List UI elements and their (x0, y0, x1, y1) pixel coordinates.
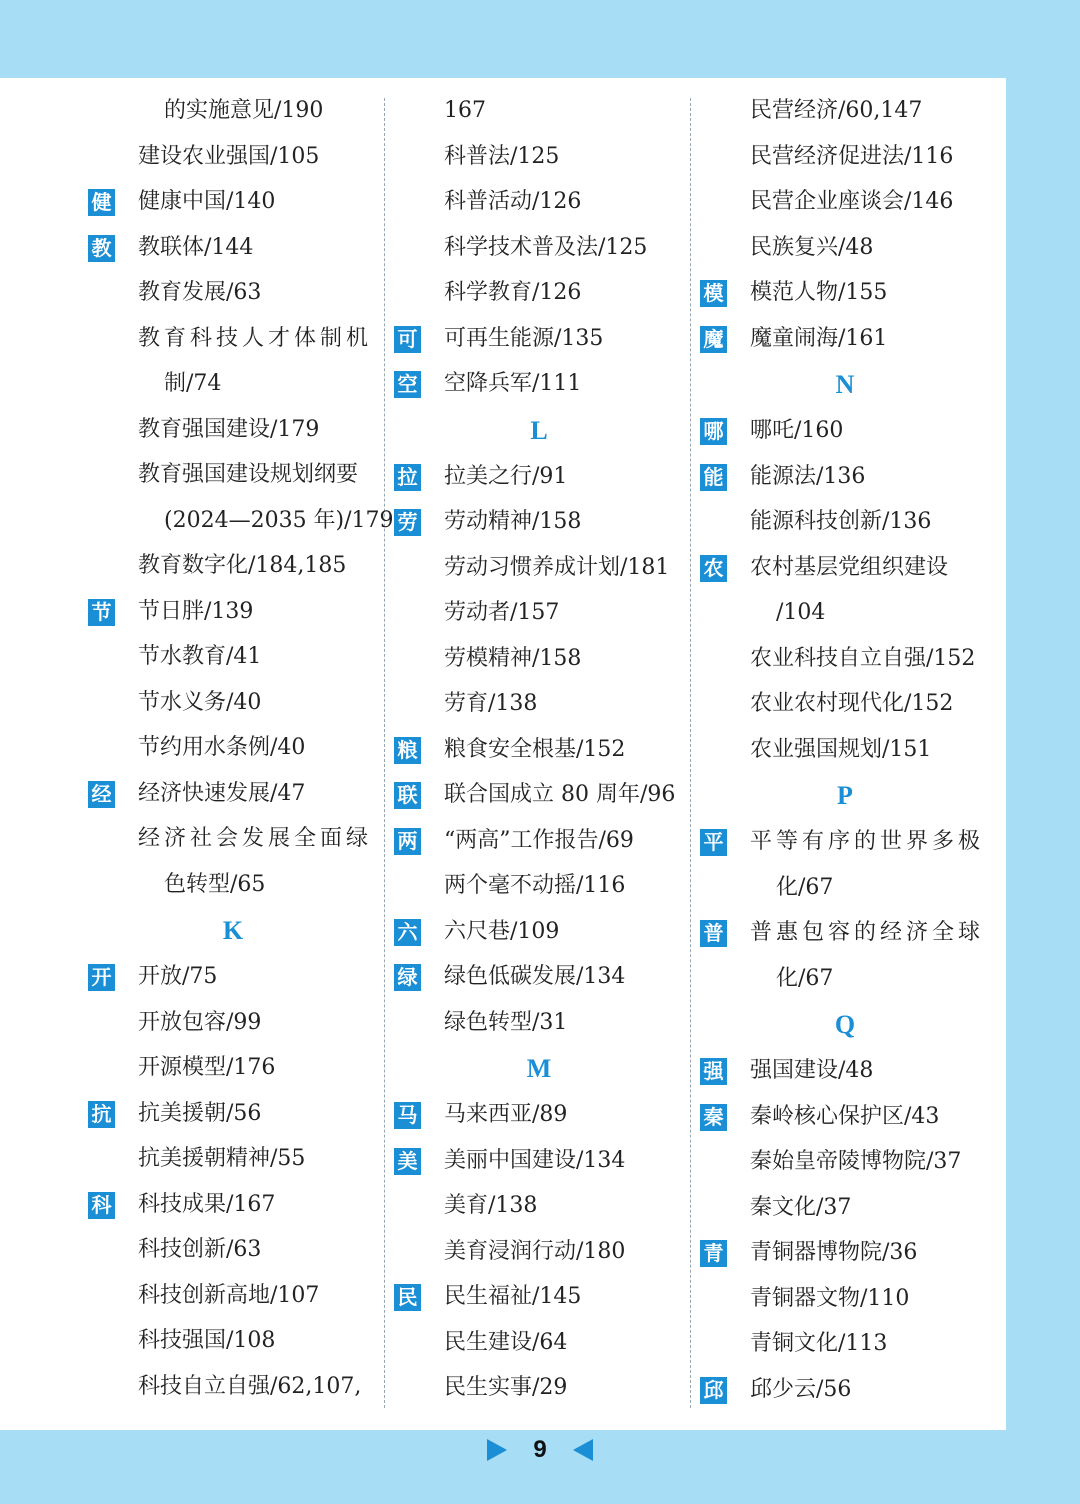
index-term: 普惠包容的经济全球 (750, 920, 985, 945)
index-entry-line (88, 407, 378, 453)
index-term: 科技强国/108 (138, 1328, 276, 1353)
initial-badge: 哪 (700, 418, 727, 445)
index-term: “两高”工作报告/69 (444, 827, 634, 853)
index-entry-line (88, 316, 378, 362)
index-term: 模范人物/155 (750, 280, 888, 305)
initial-badge: 能 (700, 464, 727, 491)
index-term: 劳动者/157 (444, 600, 560, 625)
index-column-3 (700, 88, 990, 1412)
initial-badge: 空 (394, 371, 421, 398)
index-entry (700, 1048, 990, 1094)
triangle-left-icon (573, 1439, 593, 1461)
index-term: 色转型/65 (164, 871, 266, 897)
index-entry-line (700, 1185, 990, 1231)
index-entry-line (88, 725, 378, 771)
initial-badge: 六 (394, 919, 421, 946)
index-term: 能源法/136 (750, 463, 866, 489)
index-term: 美育/138 (444, 1193, 538, 1218)
index-term: 美丽中国建设/134 (444, 1147, 626, 1173)
initial-badge: 联 (394, 782, 421, 809)
initial-badge: 民 (394, 1284, 421, 1311)
index-entry-line (394, 636, 684, 682)
index-entry-line (394, 1183, 684, 1229)
section-letter (700, 772, 990, 819)
index-entry (394, 1138, 684, 1184)
index-term: 民营经济促进法/116 (750, 143, 954, 169)
index-entry (394, 1092, 684, 1138)
index-term: 教育科技人才体制机 (138, 325, 373, 351)
index-entry-line (88, 862, 378, 908)
index-term: 拉美之行/91 (444, 463, 568, 489)
column-divider (690, 98, 691, 1408)
index-term: 开放包容/99 (138, 1009, 262, 1035)
index-entry (394, 1274, 684, 1320)
section-letter-label: P (837, 781, 853, 810)
index-term: 化/67 (776, 965, 834, 991)
index-entry-line (700, 1276, 990, 1322)
section-letter (700, 361, 990, 408)
index-entry-line (88, 361, 378, 407)
index-term: 强国建设/48 (750, 1058, 874, 1083)
index-term: 能源科技创新/136 (750, 509, 932, 534)
section-letter-label: M (526, 1054, 552, 1083)
index-column-1 (88, 88, 394, 1409)
initial-badge: 经 (88, 781, 115, 808)
index-entry-line (394, 225, 684, 271)
index-term: 民族复兴/48 (750, 234, 874, 260)
index-entry (394, 454, 684, 500)
initial-badge: 秦 (700, 1104, 727, 1131)
index-term: 科技成果/167 (138, 1191, 276, 1217)
index-entry-line (700, 88, 990, 134)
index-entry-line (700, 865, 990, 911)
index-term: 科技创新高地/107 (138, 1282, 320, 1308)
index-term: (2024—2035 年)/179 (164, 507, 394, 533)
index-entry (700, 545, 990, 591)
index-entry-line (700, 225, 990, 271)
index-term: 民营企业座谈会/146 (750, 189, 954, 214)
section-letter (88, 907, 378, 954)
index-entry (394, 909, 684, 955)
index-entry-line (394, 590, 684, 636)
index-entry-line (394, 179, 684, 225)
index-term: 六尺巷/109 (444, 918, 560, 944)
index-entry-line (88, 270, 378, 316)
index-term: 民生实事/29 (444, 1375, 568, 1400)
index-entry (700, 1230, 990, 1276)
index-term: 科普活动/126 (444, 189, 582, 214)
index-entry (394, 954, 684, 1000)
index-term: 哪吒/160 (750, 418, 844, 443)
initial-badge: 两 (394, 828, 421, 855)
index-term: 经济快速发展/47 (138, 780, 306, 806)
index-term: 民营经济/60,147 (750, 98, 923, 123)
index-term: 教育发展/63 (138, 280, 262, 305)
initial-badge: 邱 (700, 1377, 727, 1404)
index-entry (700, 1094, 990, 1140)
initial-badge: 拉 (394, 464, 421, 491)
index-term: 健康中国/140 (138, 189, 276, 214)
initial-badge: 可 (394, 326, 421, 353)
index-term: 劳动精神/158 (444, 509, 582, 534)
index-entry (394, 361, 684, 407)
initial-badge: 马 (394, 1102, 421, 1129)
index-entry-line (394, 1000, 684, 1046)
initial-badge: 劳 (394, 509, 421, 536)
index-term: 科技创新/63 (138, 1237, 262, 1262)
index-entry (394, 316, 684, 362)
index-term: 科普法/125 (444, 143, 560, 169)
index-column-2 (394, 88, 684, 1411)
index-term: 经济社会发展全面绿 (138, 826, 373, 851)
index-entry (88, 771, 378, 817)
index-term: 抗美援朝/56 (138, 1100, 262, 1126)
index-term: 农业强国规划/151 (750, 736, 932, 762)
index-entry-line (88, 1000, 378, 1046)
index-term: 魔童闹海/161 (750, 325, 888, 351)
index-entry-line (700, 134, 990, 180)
index-entry (88, 1182, 378, 1228)
index-entry-line (394, 1365, 684, 1411)
index-entry (88, 589, 378, 635)
index-term: 青铜器文物/110 (750, 1285, 910, 1311)
initial-badge: 农 (700, 555, 727, 582)
initial-badge: 抗 (88, 1101, 115, 1128)
index-entry-line (394, 545, 684, 591)
initial-badge: 绿 (394, 964, 421, 991)
index-entry (88, 1091, 378, 1137)
index-entry (700, 819, 990, 865)
index-term: 的实施意见/190 (164, 98, 324, 123)
index-entry-line (394, 863, 684, 909)
index-term: 科学技术普及法/125 (444, 234, 648, 260)
initial-badge: 开 (88, 964, 115, 991)
index-term: 秦岭核心保护区/43 (750, 1103, 940, 1129)
initial-badge: 强 (700, 1058, 727, 1085)
index-term: 民生建设/64 (444, 1329, 568, 1355)
index-term: 两个毫不动摇/116 (444, 873, 626, 898)
index-entry-line (700, 956, 990, 1002)
index-term: 节水教育/41 (138, 644, 262, 669)
index-entry-line (700, 590, 990, 636)
index-entry-line (88, 1273, 378, 1319)
index-entry (88, 954, 378, 1000)
index-term: 秦始皇帝陵博物院/37 (750, 1149, 962, 1174)
index-entry (700, 408, 990, 454)
index-term: 绿色转型/31 (444, 1009, 568, 1035)
index-term: 民生福祉/145 (444, 1284, 582, 1309)
index-term: 青铜器博物院/36 (750, 1240, 918, 1265)
index-entry-line (700, 1321, 990, 1367)
column-divider (384, 98, 385, 1408)
index-term: 平等有序的世界多极 (750, 829, 985, 854)
index-term: 劳动习惯养成计划/181 (444, 554, 670, 580)
index-entry (394, 499, 684, 545)
index-term: 节约用水条例/40 (138, 735, 306, 760)
index-entry-line (394, 88, 684, 134)
index-term: 农业农村现代化/152 (750, 691, 954, 716)
index-term: 科学教育/126 (444, 280, 582, 305)
index-entry-line (394, 270, 684, 316)
index-entry-line (88, 134, 378, 180)
index-term: 马来西亚/89 (444, 1102, 568, 1127)
section-letter (700, 1001, 990, 1048)
index-term: 抗美援朝精神/55 (138, 1146, 306, 1171)
index-entry-line (394, 1320, 684, 1366)
index-term: 青铜文化/113 (750, 1331, 888, 1356)
index-entry-line (88, 543, 378, 589)
index-term: 劳育/138 (444, 691, 538, 716)
index-term: 秦文化/37 (750, 1194, 852, 1220)
index-entry-line (88, 1045, 378, 1091)
index-entry (700, 1367, 990, 1413)
initial-badge: 科 (88, 1192, 115, 1219)
index-entry-line (394, 134, 684, 180)
index-term: 粮食安全根基/152 (444, 736, 626, 762)
index-term: 开源模型/176 (138, 1055, 276, 1080)
index-term: 节水义务/40 (138, 689, 262, 715)
index-entry (700, 910, 990, 956)
index-entry (88, 225, 378, 271)
section-letter-label: N (835, 370, 855, 399)
initial-badge: 教 (88, 235, 115, 262)
index-term: 绿色低碳发展/134 (444, 964, 626, 989)
index-entry (394, 727, 684, 773)
index-entry-line (394, 681, 684, 727)
index-term: 农业科技自立自强/152 (750, 645, 976, 671)
index-entry-line (88, 816, 378, 862)
index-term: 劳模精神/158 (444, 645, 582, 671)
index-entry (700, 316, 990, 362)
index-entry-line (394, 1229, 684, 1275)
initial-badge: 健 (88, 189, 115, 216)
section-letter (394, 1045, 684, 1092)
index-entry-line (88, 1136, 378, 1182)
index-term: 制/74 (164, 371, 222, 396)
initial-badge: 粮 (394, 737, 421, 764)
section-letter-label: L (530, 415, 548, 445)
index-term: 美育浸润行动/180 (444, 1238, 626, 1264)
section-letter (394, 407, 684, 454)
initial-badge: 节 (88, 599, 115, 626)
index-entry (394, 818, 684, 864)
index-entry-line (88, 680, 378, 726)
initial-badge: 青 (700, 1240, 727, 1267)
initial-badge: 模 (700, 280, 727, 307)
index-entry (700, 454, 990, 500)
index-term: /104 (776, 600, 826, 625)
index-entry-line (88, 634, 378, 680)
section-letter-label: K (222, 916, 244, 945)
initial-badge: 美 (394, 1148, 421, 1175)
index-entry-line (700, 727, 990, 773)
initial-badge: 普 (700, 920, 727, 947)
index-entry-line (88, 1227, 378, 1273)
index-entry-line (88, 452, 378, 498)
index-term: 科技自立自强/62,107, (138, 1373, 362, 1399)
index-entry (394, 772, 684, 818)
index-term: 教育强国建设/179 (138, 416, 320, 442)
initial-badge: 平 (700, 829, 727, 856)
index-entry (700, 270, 990, 316)
initial-badge: 魔 (700, 326, 727, 353)
index-entry-line (700, 179, 990, 225)
index-entry-line (88, 88, 378, 134)
section-letter-label: Q (834, 1010, 856, 1039)
index-term: 教育数字化/184,185 (138, 553, 347, 578)
index-entry-line (700, 681, 990, 727)
index-term: 空降兵军/111 (444, 371, 582, 396)
index-term: 167 (444, 98, 486, 123)
index-term: 教联体/144 (138, 234, 254, 260)
index-term: 化/67 (776, 874, 834, 900)
index-term: 建设农业强国/105 (138, 143, 320, 169)
index-term: 农村基层党组织建设 (750, 554, 949, 580)
page-footer (0, 1430, 1080, 1470)
index-page (0, 78, 1006, 1430)
index-entry-line (88, 1364, 378, 1410)
page-number: 9 (533, 1436, 547, 1463)
index-term: 教育强国建设规划纲要 (138, 462, 359, 487)
index-term: 联合国成立 80 周年/96 (444, 782, 676, 807)
index-entry-line (88, 1318, 378, 1364)
index-term: 可再生能源/135 (444, 325, 604, 351)
index-term: 邱少云/56 (750, 1376, 852, 1402)
index-entry-line (700, 499, 990, 545)
index-entry (88, 179, 378, 225)
index-entry-line (88, 498, 394, 544)
index-entry-line (700, 636, 990, 682)
index-entry-line (700, 1139, 990, 1185)
index-term: 节日胖/139 (138, 598, 254, 624)
index-term: 开放/75 (138, 964, 218, 989)
triangle-right-icon (487, 1439, 507, 1461)
